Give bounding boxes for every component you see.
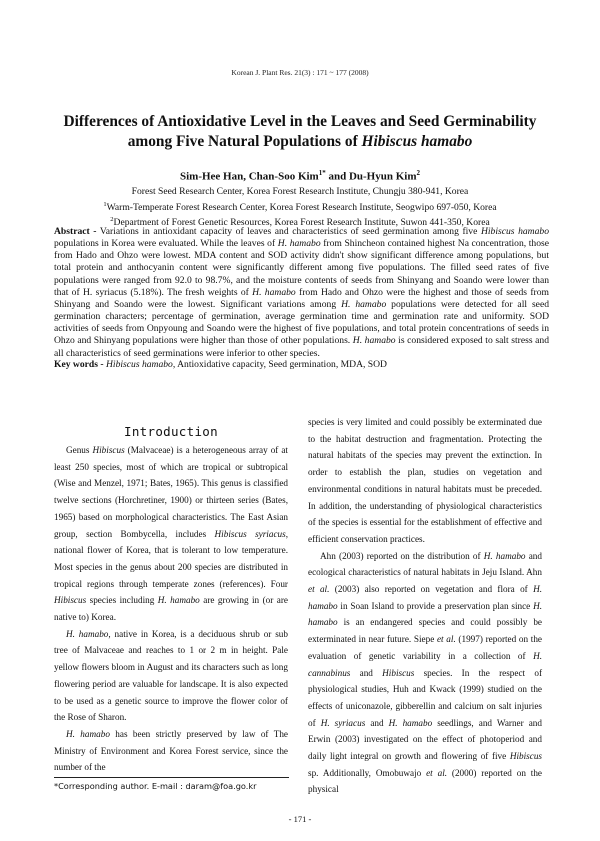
paper-title: [40, 112, 560, 152]
body-column-right: [308, 414, 542, 798]
running-head: Korean J. Plant Res. 21(3) : 171 ~ 177 (2008): [231, 68, 369, 77]
footnote-divider: [54, 777, 289, 778]
paragraph: Ahn (2003) reported on the distribution of H. hamabo and ecological characteristics of natural habitats in Jeju Island. Ahn et al. (2003) also reported on vegetation and flora of H. hamabo in Soan Island to provide a preservation plan since H. hamabo is an endangered species and could possibly be exterminated in near future. Siepe et al. (1997) reported on the evaluation of genetic variability in a collection of H. cannabinus and Hibiscus species. In the respect of physiological studies, Huh and Kwack (1999) studied on the effects of uniconazole, gibberellin and calcium on salt injuries of H. syriacus and H. hamabo seedlings, and Warner and Erwin (2003) investigated on the effect of photoperiod and daily light integral on growth and flowering of five Hibiscus sp. Additionally, Omobuwajo et al. (2000) reported on the physical: [308, 550, 543, 795]
body-column-left: [54, 442, 288, 776]
paragraph: species is very limited and could possibly be exterminated due to the habitat destruction and fragmentation. Protecting the natural habitats of the species may prevent the extinction. In order to establish the plan, studies on vegetation and environmental conditions in natural habitats must be preceded. In addition, the understanding of physiological characteristics of the species is essential for the establishment of effective and efficient conservation practices.: [308, 417, 542, 544]
abstract-label: Abstract -: [54, 226, 97, 237]
page-number: - 171 -: [288, 814, 312, 824]
author-superscript-2: 2: [416, 169, 420, 177]
authors-last: and Du-Hyun Kim: [325, 170, 417, 183]
paragraph: Genus Hibiscus (Malvaceae) is a heterogeneous array of at least 250 species, most of which are tropical or subtropical (Wise and Menzel, 1971; Bates, 1965). This genus is classified twelve sections (Horchretiner, 1900) or thirteen series (Bates, 1965) based on morphological characteristics. The East Asian group, section Bombycella, includes Hibiscus syriacus, national flower of Korea, that is tolerant to low temperature. Most species in the genus about 200 species are distributed in tropical regions through temperate zones (references). Four Hibiscus species including H. hamabo are growing in (or are native to) Korea.: [54, 445, 288, 623]
author-superscript: 1*: [318, 169, 326, 177]
affiliation-line: Forest Seed Research Center, Korea Forest Research Institute, Chungju 380-941, Korea: [131, 186, 469, 198]
section-heading-introduction: Introduction: [124, 424, 218, 439]
keywords: Key words - Hibiscus hamabo, Antioxidative capacity, Seed germination, MDA, SOD: [54, 359, 387, 370]
abstract: Abstract - Variations in antioxidant capacity of leaves and characteristics of seed germination among five Hibiscus hamabo populations in Korea were evaluated. While the leaves of H. hamabo from Shincheon contained highest Na concentration, those from Hado and Ohzo were lowest. MDA content and SOD activity didn't show significant difference among populations, but total protein and anthocyanin content were significantly different among five populations. The filled seed rates of five populations were ranged from 92.0 to 98.7%, and the moisture contents of seeds from Shinyang and Soando were lower than that of H. syriacus (5.18%). The fresh weights of H. hamabo from Hado and Ohzo were the highest and those of seeds from Shinyang and Soando were the lowest. Significant variations among H. hamabo populations were detected for all seed germination characters; percentage of germination, average germination time and germination rate and uniformity. SOD activities of seeds from Onpyoung and Soando were the highest of five populations, and total protein concentrations of seeds in Ohzo and Shinyang populations were higher than those of other populations. H. hamabo is considered exposed to salt stress and all characteristics of seed germinations were inferior to other species.: [54, 226, 550, 359]
title-line-1: Differences of Antioxidative Level in the Leaves and Seed Germinability: [63, 113, 537, 130]
title-line-2: among Five Natural Populations of Hibiscus hamabo: [127, 133, 473, 150]
affiliation-line: $^1$Warm-Temperate Forest Research Center, Korea Forest Research Institute, Seogwipo 697-050, Korea: [103, 200, 497, 213]
affiliations: [40, 182, 560, 230]
paragraph: H. hamabo, native in Korea, is a deciduous shrub or sub tree of Malvaceae and reaches to 1 or 2 m in height. Pale yellow flowers bloom in August and its characters such as long flowering period are valuable for landscape. It is also expected to be used as a genetic source to improve the flower color of the Rose of Sharon.: [54, 628, 288, 723]
authors-names: Sim-Hee Han, Chan-Soo Kim: [179, 170, 319, 183]
keywords-label: Key words -: [54, 359, 104, 370]
affiliation-line: $^2$Department of Forest Genetic Resources, Korea Forest Research Institute, Suwon 441-350, Korea: [110, 216, 490, 229]
corresponding-author-footnote: *Corresponding author. E-mail : daram@foa.go.kr: [54, 781, 257, 791]
author-list: [40, 169, 560, 183]
paragraph: H. hamabo has been strictly preserved by law of The Ministry of Environment and Korea Forest service, since the number of the: [54, 728, 288, 773]
